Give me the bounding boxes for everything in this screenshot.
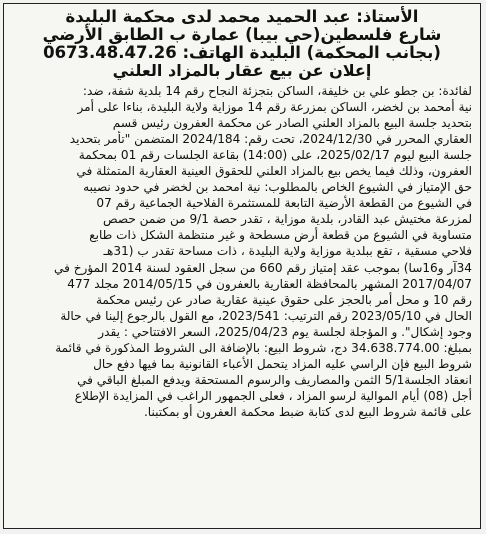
notice-header	[12, 8, 472, 80]
body-line: انعقاد الجلسة5/1 الثمن والمصاريف والرسوم المستحقة ويدفع المبلغ الباقي في	[77, 372, 472, 387]
body-line: بتحديد جلسة البيع بالمزاد العلني الصادر عن محكمة العفرون رئيس قسم	[112, 116, 472, 131]
body-line: بمبلغ: 34.638.774.00 دج، شروط البيع: بالإضافة الى الشروط المذكورة في قائمة	[55, 340, 472, 355]
body-line: وجود إشكال". و المؤجلة لجلسة يوم 2025/04/23، السعر الافتتاحي : يقدر	[98, 324, 472, 339]
body-line: 2017/04/07 المشهر بالمحافظة العقارية بالعفرون في 2014/05/15 مجلد 477	[67, 276, 472, 291]
legal-notice	[3, 3, 481, 529]
body-line: لمزرعة مختيش عبد القادر، بلدية موزاية ، تقدر حصة 9/1 من ضمن حصص	[103, 212, 472, 227]
body-line: نية أمحمد بن لخضر، الساكن بمزرعة رقم 14 موزاية ولاية البليدة، بناءا على أمر	[77, 100, 472, 115]
lawyer-name: الأستاذ: عبد الحميد محمد لدى محكمة البليدة	[65, 7, 419, 26]
office-address: شارع فلسطين(حي بيبا) عمارة ب الطابق الأرضي	[42, 25, 442, 44]
body-line: في الشيوع من القطعة الأرضية التابعة للمستثمرة الفلاحية الجماعية رقم 07	[96, 196, 472, 211]
notice-body	[12, 83, 472, 420]
body-line: على قائمة شروط البيع لدى كتابة ضبط محكمة العفرون أو بمكتبنا.	[143, 404, 472, 419]
body-line: العفرون، وذلك فيما يخص بيع بالمزاد العلني للحقوق العينية العقارية المتمثلة في	[76, 164, 472, 179]
body-line: حق الإمتياز في الشيوع الخاص بالمطلوب: نية امحمد بن لخضر في حدود نصيبه	[83, 180, 472, 195]
office-location-phone: (بجانب المحكمة) البليدة الهاتف: 0673.48.47.26	[43, 43, 441, 62]
body-line: فلاحي مسقية ، تقع ببلدية موزاية ولاية البليدة ، ذات مساحة تقدر ب (31هـ	[103, 244, 472, 259]
notice-title: إعلان عن بيع عقار بالمزاد العلني	[112, 61, 372, 80]
body-line: الحال في 2023/05/10 رقم الترتيب: 2023/541، مع القول بالرجوع إلينا في حالة	[60, 308, 472, 323]
body-line: لفائدة: بن جطو علي بن خليفة، الساكن بتجزئة النجاح رقم 14 بلدية شفة، ضد:	[82, 84, 472, 98]
body-line: متساوية في الشيوع من قطعة أرض مسطحة و غير منتظمة الشكل ذات طابع	[89, 228, 472, 243]
body-line: جلسة البيع ليوم 2025/02/17، على (14:00) بقاعة الجلسات رقم 01 بمحكمة	[78, 148, 472, 163]
body-line: شروط البيع فإن الراسي عليه المزاد يتحمل الأعباء القانونية بما فيها دفع حال	[93, 356, 472, 371]
body-line: رقم 10 و محل أمر بالحجز على حقوق عينية عقارية صادر عن رئيس محكمة	[95, 292, 472, 307]
body-line: 34آر و16سا) بموجب عقد إمتياز رقم 660 من سجل العقود لسنة 2014 المؤرخ في	[53, 260, 472, 275]
body-line: العقاري المحرر في 2024/12/30، تحت رقم: 2024/184 المتضمن "تأمر بتحديد	[69, 132, 472, 147]
body-line: أجل (08) أيام الموالية لرسو المزاد ، فعلى الجمهور الراغب في المزايدة الإطلاع	[74, 388, 472, 403]
